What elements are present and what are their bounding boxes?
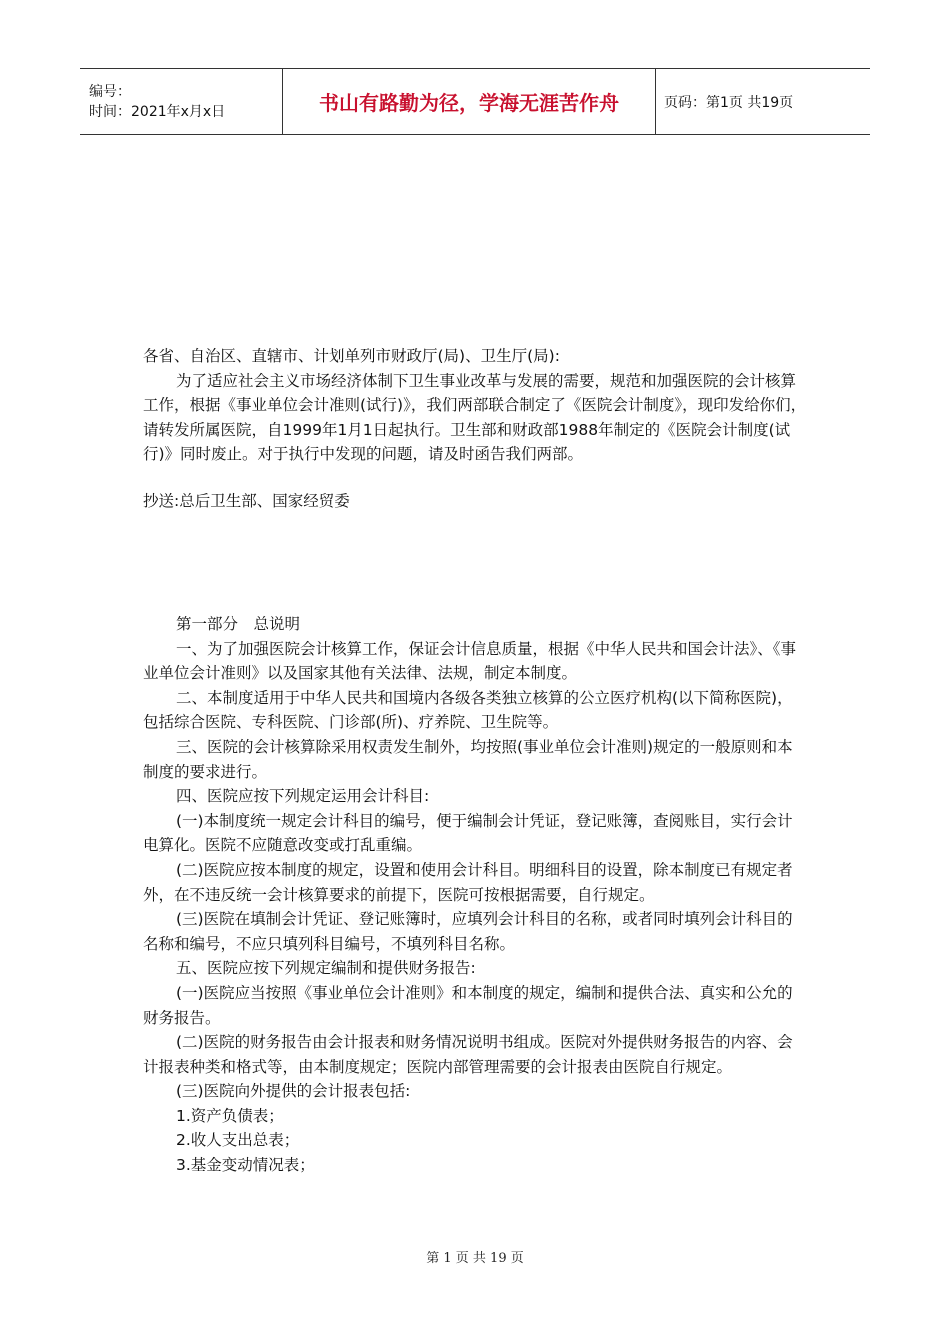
time-label: 时间：2021年x月x日 bbox=[89, 103, 226, 120]
header-motto bbox=[282, 69, 656, 134]
paragraph: (三)医院向外提供的会计报表包括: bbox=[176, 1082, 411, 1101]
motto-text: 书山有路勤为径，学海无涯苦作舟 bbox=[319, 91, 619, 115]
serial-label: 编号： bbox=[89, 83, 131, 100]
section-general bbox=[143, 612, 808, 1178]
paragraph: 五、医院应按下列规定编制和提供财务报告: bbox=[176, 959, 476, 978]
paragraph: 四、医院应按下列规定运用会计科目: bbox=[176, 787, 430, 806]
page-footer bbox=[0, 1247, 950, 1266]
notice-block bbox=[143, 344, 808, 514]
list-item: 2.收人支出总表； bbox=[176, 1131, 300, 1150]
header-page-info bbox=[656, 69, 870, 134]
paragraph: (二)医院的财务报告由会计报表和财务情况说明书组成。医院对外提供财务报告的内容、会计报表种类和格式等，由本制度规定；医院内部管理需要的会计报表由医院自行规定。 bbox=[143, 1033, 793, 1076]
notice-body: 为了适应社会主义市场经济体制下卫生事业改革与发展的需要，规范和加强医院的会计核算工作，根据《事业单位会计准则(试行)》，我们两部联合制定了《医院会计制度》，现印发给你们，请转发所属医院，自1999年1月1日起执行。卫生部和财政部1988年制定的《医院会计制度(试行)》同时废止。对于执行中发现的问题，请及时函告我们两部。 bbox=[143, 371, 807, 464]
list-item: 3.基金变动情况表； bbox=[176, 1156, 315, 1175]
paragraph: 二、本制度适用于中华人民共和国境内各级各类独立核算的公立医疗机构(以下简称医院)，包括综合医院、专科医院、门诊部(所)、疗养院、卫生院等。 bbox=[143, 688, 793, 732]
paragraph: 三、医院的会计核算除采用权责发生制外，均按照(事业单位会计准则)规定的一般原则和本制度的要求进行。 bbox=[143, 737, 793, 781]
list-item: 1.资产负债表； bbox=[176, 1106, 284, 1125]
section-heading: 第一部分 总说明 bbox=[176, 615, 301, 633]
paragraph: (一)本制度统一规定会计科目的编号，便于编制会计凭证，登记账簿，查阅账目，实行会计电算化。医院不应随意改变或打乱重编。 bbox=[143, 811, 793, 855]
paragraph: (一)医院应当按照《事业单位会计准则》和本制度的规定，编制和提供合法、真实和公允的财务报告。 bbox=[143, 983, 793, 1027]
page-info-text: 页码：第1页 共19页 bbox=[664, 94, 794, 111]
notice-cc: 抄送:总后卫生部、国家经贸委 bbox=[143, 491, 350, 510]
paragraph: (二)医院应按本制度的规定，设置和使用会计科目。明细科目的设置，除本制度已有规定者外，在不违反统一会计核算要求的前提下，医院可按根据需要，自行规定。 bbox=[143, 860, 793, 904]
footer-page-number: 第 1 页 共 19 页 bbox=[426, 1251, 524, 1266]
header-meta bbox=[80, 69, 282, 134]
document-header bbox=[80, 68, 870, 135]
notice-addressee: 各省、自治区、直辖市、计划单列市财政厅(局)、卫生厅(局): bbox=[143, 347, 560, 365]
paragraph: (三)医院在填制会计凭证、登记账簿时，应填列会计科目的名称，或者同时填列会计科目的名称和编号，不应只填列科目编号，不填列科目名称。 bbox=[143, 910, 793, 953]
paragraph: 一、为了加强医院会计核算工作，保证会计信息质量，根据《中华人民共和国会计法》、《事业单位会计准则》以及国家其他有关法律、法规，制定本制度。 bbox=[143, 639, 797, 683]
